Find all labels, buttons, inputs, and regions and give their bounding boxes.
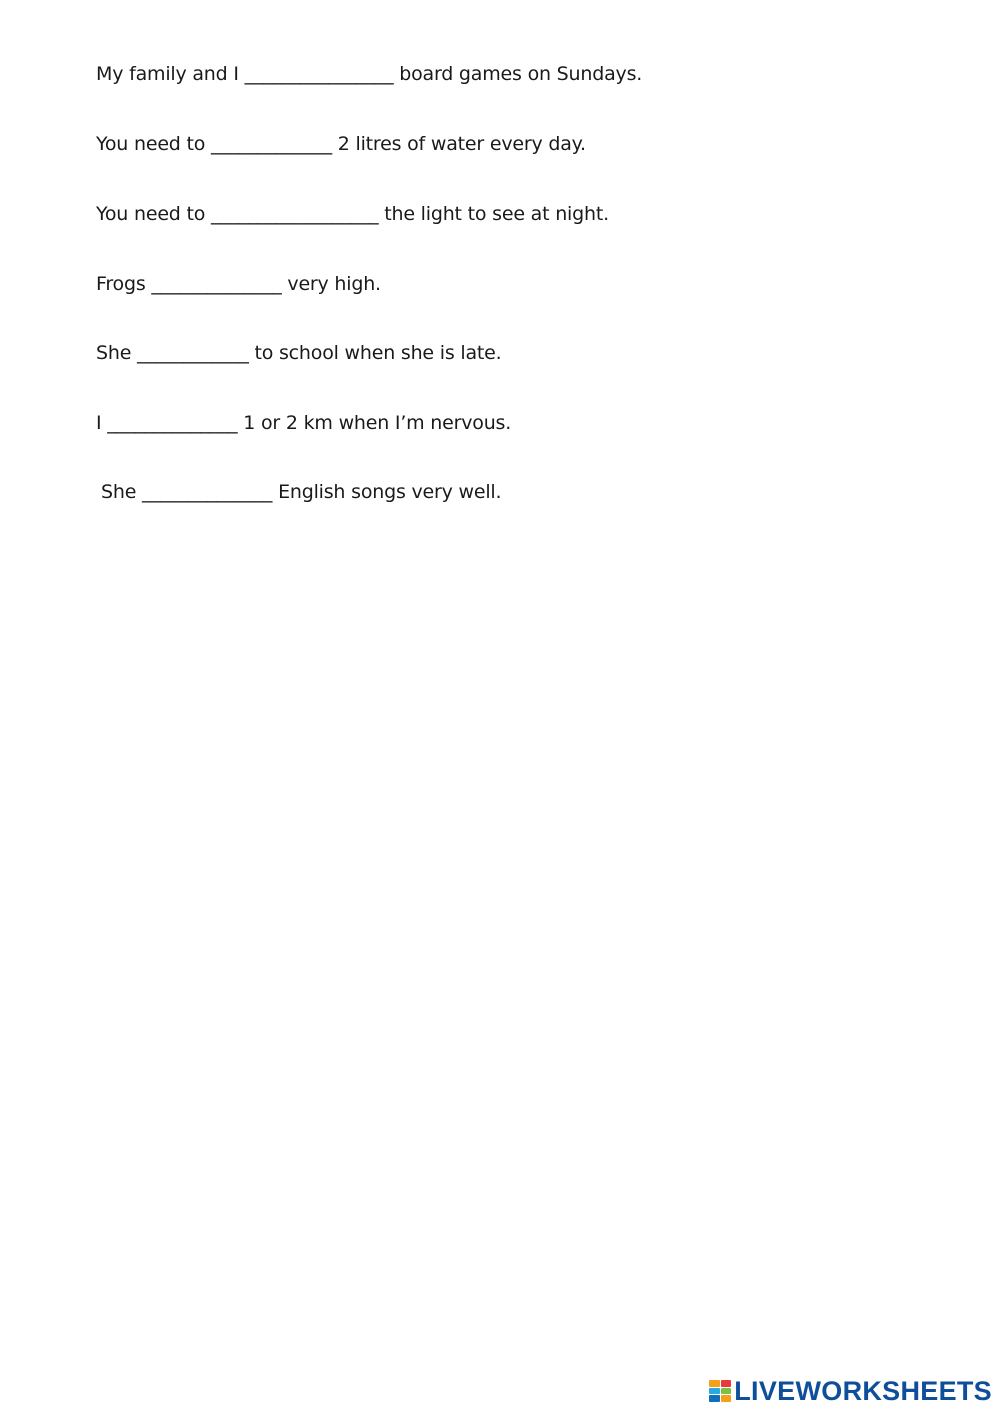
liveworksheets-logo-icon (709, 1380, 731, 1402)
sentence-5: She ____________ to school when she is late. (96, 342, 502, 364)
sentence-1: My family and I ________________ board games on Sundays. (96, 63, 643, 85)
sentence-4: Frogs ______________ very high. (96, 273, 381, 295)
sentence-3: You need to __________________ the light to see at night. (96, 203, 609, 225)
sentence-7: She ______________ English songs very well. (101, 481, 502, 503)
logo-text: LIVEWORKSHEETS (734, 1375, 992, 1406)
sentence-2: You need to _____________ 2 litres of water every day. (96, 133, 586, 155)
sentence-6: I ______________ 1 or 2 km when I’m nervous. (96, 412, 512, 434)
liveworksheets-logo (709, 1377, 992, 1405)
